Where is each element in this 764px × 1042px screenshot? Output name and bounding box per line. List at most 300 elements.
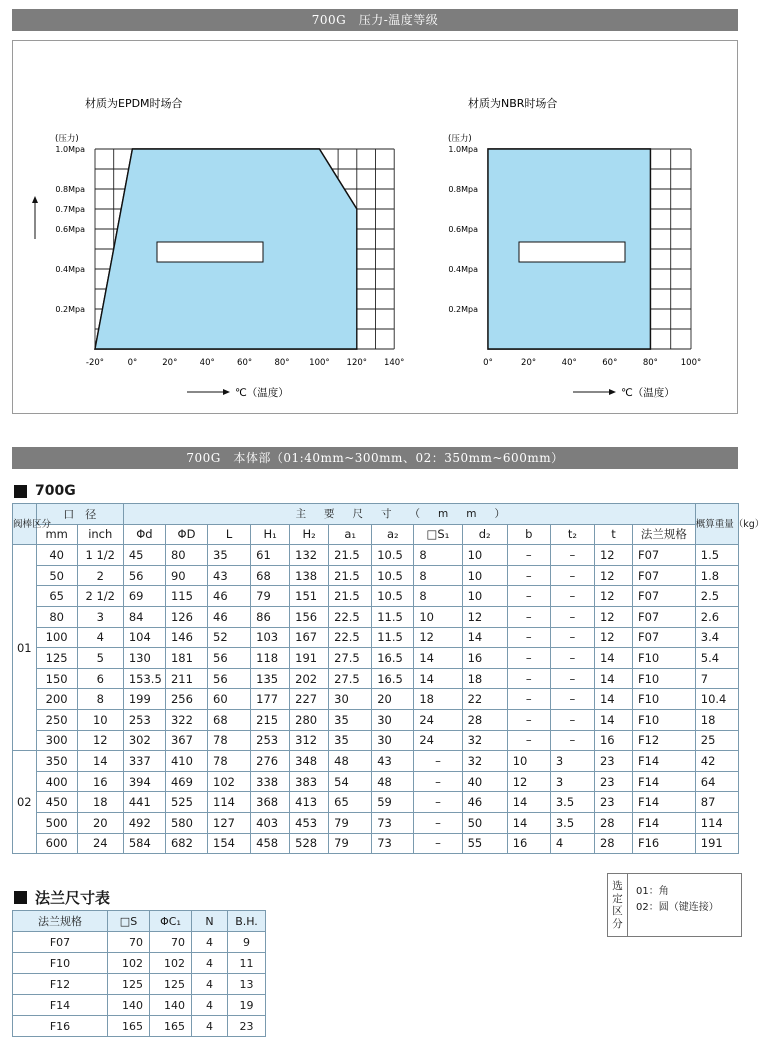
table-cell: 90 <box>165 565 207 586</box>
table-cell: F14 <box>632 792 695 813</box>
table-cell: 150 <box>36 668 77 689</box>
section-flange-label: 法兰尺寸表 <box>35 889 111 907</box>
legend-label-char: 分 <box>612 917 623 930</box>
y-tick-label: 1.0Mpa <box>448 145 478 154</box>
table-cell: 79 <box>251 586 290 607</box>
table-cell: 394 <box>123 771 165 792</box>
chart-title: 材质为EPDM时场合 <box>85 97 183 110</box>
flange-cell: 23 <box>228 1016 266 1037</box>
table-cell: 2.6 <box>695 606 738 627</box>
table-cell: F07 <box>632 606 695 627</box>
table-cell: 10 <box>462 565 507 586</box>
table-cell: 56 <box>123 565 165 586</box>
y-axis-unit: (压力) <box>55 134 79 144</box>
table-cell: 118 <box>251 648 290 669</box>
table-cell: 227 <box>290 689 329 710</box>
table-cell: 403 <box>251 812 290 833</box>
table-cell: 191 <box>290 648 329 669</box>
table-cell: 79 <box>329 812 372 833</box>
table-cell: – <box>414 751 462 772</box>
table-cell: 580 <box>165 812 207 833</box>
table-cell: 14 <box>507 792 550 813</box>
table-cell: 1.5 <box>695 545 738 566</box>
table-row <box>13 606 739 627</box>
table-cell: 10 <box>77 709 123 730</box>
table-cell: – <box>507 627 550 648</box>
table-cell: – <box>550 709 594 730</box>
table-cell: 253 <box>251 730 290 751</box>
table-cell: 348 <box>290 751 329 772</box>
column-header: 法兰规格 <box>632 524 695 545</box>
table-cell: 52 <box>208 627 251 648</box>
table-cell: 18 <box>414 689 462 710</box>
flange-column-header: 法兰规格 <box>13 911 108 932</box>
table-cell: 50 <box>462 812 507 833</box>
table-cell: F07 <box>632 627 695 648</box>
table-cell: – <box>507 565 550 586</box>
charts-svg <box>13 41 739 415</box>
x-tick-label: 60° <box>602 358 618 368</box>
table-cell: 23 <box>594 751 632 772</box>
flange-cell: F14 <box>13 995 108 1016</box>
table-cell: – <box>507 730 550 751</box>
table-cell: 500 <box>36 812 77 833</box>
table-cell: – <box>507 668 550 689</box>
flange-cell: 70 <box>150 932 192 953</box>
main-dimension-table <box>12 503 764 854</box>
table-cell: 78 <box>208 730 251 751</box>
table-row <box>13 586 739 607</box>
table-cell: – <box>550 545 594 566</box>
table-cell: 191 <box>695 833 738 854</box>
table-cell: 45 <box>123 545 165 566</box>
flange-cell: 9 <box>228 932 266 953</box>
table-cell: 65 <box>329 792 372 813</box>
table-row <box>13 689 739 710</box>
flange-cell: 4 <box>192 974 228 995</box>
x-tick-label: 20° <box>521 358 537 368</box>
table-row <box>13 751 739 772</box>
table-cell: F12 <box>632 730 695 751</box>
table-cell: 23 <box>594 792 632 813</box>
table-cell: 682 <box>165 833 207 854</box>
table-cell: 5.4 <box>695 648 738 669</box>
table-cell: 4 <box>550 833 594 854</box>
table-cell: 84 <box>123 606 165 627</box>
table-cell: 12 <box>594 565 632 586</box>
flange-row <box>13 953 266 974</box>
flange-cell: 70 <box>108 932 150 953</box>
table-cell: 1 1/2 <box>77 545 123 566</box>
table-cell: F14 <box>632 751 695 772</box>
table-cell: 14 <box>462 627 507 648</box>
table-cell: 3.5 <box>550 812 594 833</box>
table-cell: 18 <box>695 709 738 730</box>
legend-item-square: 01：角 <box>636 886 669 897</box>
flange-cell: 13 <box>228 974 266 995</box>
table-cell: F07 <box>632 545 695 566</box>
table-cell: 69 <box>123 586 165 607</box>
table-cell: – <box>507 606 550 627</box>
flange-cell: 165 <box>108 1016 150 1037</box>
group-cell: 02 <box>13 751 37 854</box>
table-cell: 200 <box>36 689 77 710</box>
table-cell: 27.5 <box>329 668 372 689</box>
flange-row <box>13 932 266 953</box>
flange-cell: 11 <box>228 953 266 974</box>
column-header: L <box>208 524 251 545</box>
column-header-row <box>13 524 739 545</box>
table-cell: 2.5 <box>695 586 738 607</box>
table-cell: 16.5 <box>372 668 414 689</box>
table-cell: 199 <box>123 689 165 710</box>
table-row <box>13 730 739 751</box>
table-cell: F10 <box>632 648 695 669</box>
table-cell: 14 <box>414 668 462 689</box>
flange-cell: 4 <box>192 932 228 953</box>
flange-cell: 140 <box>108 995 150 1016</box>
table-cell: 528 <box>290 833 329 854</box>
column-header: inch <box>77 524 123 545</box>
flange-header-row <box>13 911 266 932</box>
table-cell: F16 <box>632 833 695 854</box>
table-cell: 125 <box>36 648 77 669</box>
table-cell: 59 <box>372 792 414 813</box>
x-tick-label: 40° <box>561 358 577 368</box>
table-cell: 167 <box>290 627 329 648</box>
table-cell: 5 <box>77 648 123 669</box>
table-cell: 10.4 <box>695 689 738 710</box>
table-cell: 22.5 <box>329 627 372 648</box>
legend-label-char: 选 <box>612 880 623 892</box>
table-cell: 14 <box>414 648 462 669</box>
table-cell: 28 <box>462 709 507 730</box>
legend-item-round: 02：圆（键连接） <box>636 902 719 913</box>
column-header: b <box>507 524 550 545</box>
table-cell: 253 <box>123 709 165 730</box>
x-tick-label: 0° <box>483 358 493 368</box>
table-cell: 104 <box>123 627 165 648</box>
table-cell: 12 <box>414 627 462 648</box>
y-tick-label: 0.8Mpa <box>55 185 85 194</box>
table-cell: 102 <box>208 771 251 792</box>
table-row <box>13 792 739 813</box>
table-row <box>13 565 739 586</box>
table-cell: 12 <box>507 771 550 792</box>
table-row <box>13 545 739 566</box>
table-cell: 6 <box>77 668 123 689</box>
table-cell: 211 <box>165 668 207 689</box>
table-cell: – <box>507 586 550 607</box>
column-header: ΦD <box>165 524 207 545</box>
table-cell: 250 <box>36 709 77 730</box>
table-cell: – <box>550 668 594 689</box>
flange-column-header: ΦC₁ <box>150 911 192 932</box>
column-header: t₂ <box>550 524 594 545</box>
flange-column-header: □S <box>108 911 150 932</box>
table-cell: 78 <box>208 751 251 772</box>
table-cell: 338 <box>251 771 290 792</box>
table-cell: 87 <box>695 792 738 813</box>
table-cell: 32 <box>462 730 507 751</box>
table-cell: 312 <box>290 730 329 751</box>
flange-cell: F07 <box>13 932 108 953</box>
table-row <box>13 627 739 648</box>
table-cell: 8 <box>414 545 462 566</box>
table-cell: 46 <box>462 792 507 813</box>
table-cell: 100 <box>36 627 77 648</box>
x-tick-label: 120° <box>346 358 368 368</box>
flange-cell: F12 <box>13 974 108 995</box>
table-cell: 3 <box>550 751 594 772</box>
table-cell: 11.5 <box>372 606 414 627</box>
table-cell: 469 <box>165 771 207 792</box>
table-cell: 14 <box>507 812 550 833</box>
flange-row <box>13 1016 266 1037</box>
table-cell: 10.5 <box>372 545 414 566</box>
table-cell: – <box>550 730 594 751</box>
table-cell: 12 <box>462 606 507 627</box>
table-cell: F07 <box>632 565 695 586</box>
y-tick-label: 0.6Mpa <box>55 225 85 234</box>
legend-label <box>608 874 628 936</box>
table-cell: 21.5 <box>329 586 372 607</box>
table-cell: 14 <box>594 689 632 710</box>
table-cell: 23 <box>594 771 632 792</box>
table-cell: 64 <box>695 771 738 792</box>
table-cell: 27.5 <box>329 648 372 669</box>
table-cell: 10.5 <box>372 565 414 586</box>
table-cell: 55 <box>462 833 507 854</box>
flange-cell: 125 <box>150 974 192 995</box>
table-cell: 153.5 <box>123 668 165 689</box>
column-header: mm <box>36 524 77 545</box>
table-cell: 3 <box>550 771 594 792</box>
table-cell: 146 <box>165 627 207 648</box>
table-cell: – <box>507 709 550 730</box>
table-cell: 525 <box>165 792 207 813</box>
table-cell: 10 <box>414 606 462 627</box>
table-cell: 256 <box>165 689 207 710</box>
table-cell: 4 <box>77 627 123 648</box>
square-bullet-icon <box>14 891 27 904</box>
table-row <box>13 668 739 689</box>
table-cell: 32 <box>462 751 507 772</box>
x-axis-arrowhead <box>223 389 230 395</box>
table-cell: F14 <box>632 812 695 833</box>
table-cell: 154 <box>208 833 251 854</box>
table-cell: 10 <box>507 751 550 772</box>
y-tick-label: 1.0Mpa <box>55 145 85 154</box>
table-cell: 16 <box>77 771 123 792</box>
nbr-chart <box>448 96 701 399</box>
table-cell: 322 <box>165 709 207 730</box>
table-cell: 300 <box>36 730 77 751</box>
table-cell: 138 <box>290 565 329 586</box>
table-cell: 12 <box>594 545 632 566</box>
table-cell: 16 <box>507 833 550 854</box>
table-cell: 12 <box>77 730 123 751</box>
table-cell: 11.5 <box>372 627 414 648</box>
table-cell: 46 <box>208 586 251 607</box>
flange-column-header: B.H. <box>228 911 266 932</box>
table-row <box>13 709 739 730</box>
x-tick-label: 100° <box>680 358 702 368</box>
table-cell: 337 <box>123 751 165 772</box>
table-cell: – <box>550 606 594 627</box>
y-tick-label: 0.7Mpa <box>55 205 85 214</box>
table-cell: 181 <box>165 648 207 669</box>
y-tick-label: 0.4Mpa <box>55 265 85 274</box>
table-cell: 130 <box>123 648 165 669</box>
table-cell: 48 <box>372 771 414 792</box>
table-cell: 73 <box>372 812 414 833</box>
table-cell: 60 <box>208 689 251 710</box>
table-cell: 40 <box>36 545 77 566</box>
table-cell: 450 <box>36 792 77 813</box>
table-cell: 73 <box>372 833 414 854</box>
x-tick-label: 60° <box>237 358 253 368</box>
table-row <box>13 648 739 669</box>
flange-cell: 140 <box>150 995 192 1016</box>
table-cell: 115 <box>165 586 207 607</box>
legend-label-char: 定 <box>612 892 623 905</box>
table-cell: 492 <box>123 812 165 833</box>
table-cell: 114 <box>208 792 251 813</box>
table-cell: 367 <box>165 730 207 751</box>
table-cell: 302 <box>123 730 165 751</box>
section-title-700g <box>14 483 76 499</box>
flange-cell: F16 <box>13 1016 108 1037</box>
header-weight: 概算重量（kg） <box>695 504 738 545</box>
table-cell: F14 <box>632 771 695 792</box>
flange-row <box>13 995 266 1016</box>
table-cell: 368 <box>251 792 290 813</box>
section-700g-label: 700G <box>35 483 76 499</box>
y-tick-label: 0.2Mpa <box>55 305 85 314</box>
table-cell: 50 <box>36 565 77 586</box>
table-cell: 600 <box>36 833 77 854</box>
y-tick-label: 0.2Mpa <box>448 305 478 314</box>
table-cell: 177 <box>251 689 290 710</box>
table-cell: – <box>507 689 550 710</box>
table-cell: 280 <box>290 709 329 730</box>
group-cell: 01 <box>13 545 37 751</box>
column-header: H₂ <box>290 524 329 545</box>
column-header: □S₁ <box>414 524 462 545</box>
flange-cell: 19 <box>228 995 266 1016</box>
table-cell: – <box>414 792 462 813</box>
table-cell: 2 <box>77 565 123 586</box>
flange-cell: 102 <box>108 953 150 974</box>
table-cell: 8 <box>414 586 462 607</box>
table-cell: 413 <box>290 792 329 813</box>
section-title-flange <box>14 887 110 908</box>
table-cell: 68 <box>251 565 290 586</box>
chart-title: 材质为NBR时场合 <box>468 97 558 110</box>
table-cell: 14 <box>77 751 123 772</box>
x-tick-label: 0° <box>127 358 138 368</box>
y-tick-label: 0.6Mpa <box>448 225 478 234</box>
square-bullet-icon <box>14 485 27 498</box>
table-cell: 28 <box>594 812 632 833</box>
table-cell: 24 <box>414 709 462 730</box>
x-tick-label: 40° <box>199 358 215 368</box>
x-tick-label: 140° <box>383 358 405 368</box>
table-cell: 10.5 <box>372 586 414 607</box>
pressure-temperature-charts <box>12 40 738 414</box>
table-cell: 86 <box>251 606 290 627</box>
column-header: t <box>594 524 632 545</box>
body-dimension-header: 700G 本体部（01:40mm~300mm、02：350mm~600mm） <box>12 447 738 469</box>
table-cell: 48 <box>329 751 372 772</box>
x-tick-label: -20° <box>85 358 105 368</box>
table-cell: 43 <box>208 565 251 586</box>
x-axis-label: ℃（温度） <box>621 387 675 399</box>
table-cell: 24 <box>77 833 123 854</box>
table-cell: 10 <box>462 586 507 607</box>
table-cell: 126 <box>165 606 207 627</box>
table-cell: 43 <box>372 751 414 772</box>
x-tick-label: 20° <box>162 358 178 368</box>
table-cell: 276 <box>251 751 290 772</box>
flange-column-header: N <box>192 911 228 932</box>
table-cell: – <box>550 648 594 669</box>
table-cell: 215 <box>251 709 290 730</box>
table-cell: 10 <box>462 545 507 566</box>
table-cell: 22.5 <box>329 606 372 627</box>
table-cell: 3.5 <box>550 792 594 813</box>
table-cell: 383 <box>290 771 329 792</box>
table-cell: 1.8 <box>695 565 738 586</box>
table-cell: – <box>507 545 550 566</box>
table-cell: 8 <box>414 565 462 586</box>
flange-cell: F10 <box>13 953 108 974</box>
table-cell: 79 <box>329 833 372 854</box>
table-cell: 127 <box>208 812 251 833</box>
table-cell: 132 <box>290 545 329 566</box>
table-cell: F10 <box>632 689 695 710</box>
selection-legend <box>607 873 742 937</box>
table-cell: 3 <box>77 606 123 627</box>
table-cell: 35 <box>329 709 372 730</box>
table-cell: 114 <box>695 812 738 833</box>
table-cell: 2 1/2 <box>77 586 123 607</box>
label-placeholder-box <box>519 242 625 262</box>
table-row <box>13 833 739 854</box>
table-cell: 80 <box>36 606 77 627</box>
table-cell: 40 <box>462 771 507 792</box>
table-cell: 458 <box>251 833 290 854</box>
table-cell: – <box>507 648 550 669</box>
table-cell: – <box>414 833 462 854</box>
table-cell: 56 <box>208 648 251 669</box>
x-tick-label: 80° <box>642 358 658 368</box>
table-cell: 584 <box>123 833 165 854</box>
y-tick-label: 0.8Mpa <box>448 185 478 194</box>
table-cell: – <box>550 689 594 710</box>
table-row <box>13 812 739 833</box>
table-cell: 18 <box>77 792 123 813</box>
table-cell: 400 <box>36 771 77 792</box>
flange-cell: 4 <box>192 995 228 1016</box>
table-cell: 3.4 <box>695 627 738 648</box>
x-axis-arrowhead <box>609 389 616 395</box>
column-header: a₁ <box>329 524 372 545</box>
flange-cell: 125 <box>108 974 150 995</box>
table-cell: 14 <box>594 668 632 689</box>
table-cell: 21.5 <box>329 565 372 586</box>
